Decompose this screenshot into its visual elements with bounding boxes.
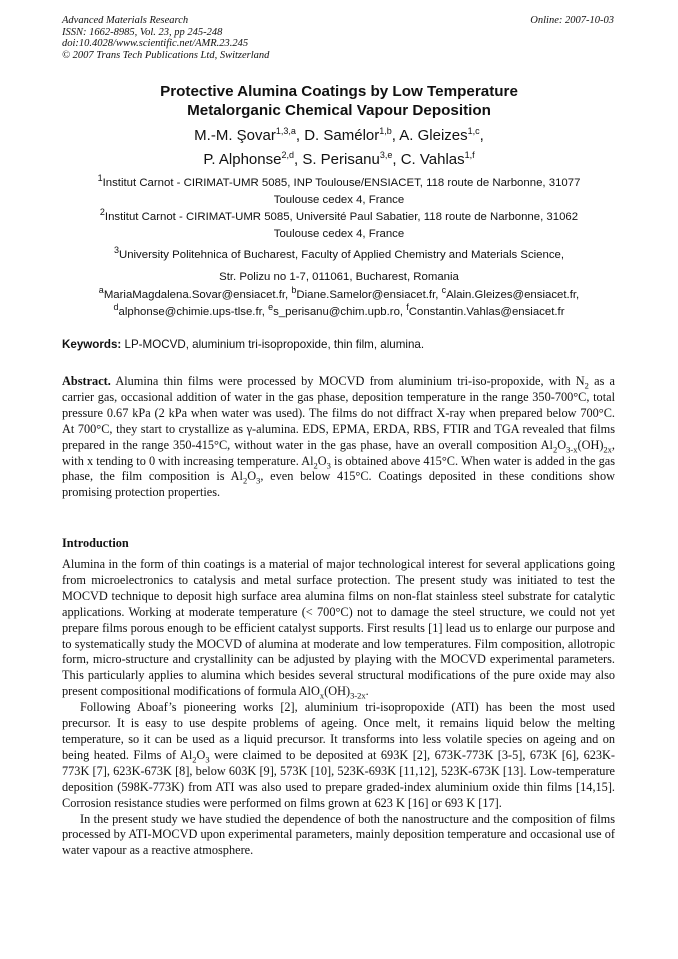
author-name: , A. Gleizes [391,127,468,144]
abstract-text: , even below 415°C. Coatings deposited in these conditions show promising protection properties. [62,469,615,500]
subscript: 2 [242,475,248,486]
author-line-2 [0,148,678,172]
email-link: Constantin.Vahlas@ensiacet.fr [408,305,565,318]
author-name: , D. Samélor [295,127,380,144]
paragraph-text: O [196,747,206,762]
subscript: 3 [256,475,261,486]
author-sup: 3,e [379,150,393,160]
affiliation-sup: 3 [113,245,119,256]
author-sup: 1,c [467,126,480,136]
author-name: P. Alphonse [203,151,282,168]
email-link: alphonse@chimie.ups-tlse.fr, [118,305,269,318]
subscript: 2x [603,444,612,455]
copyright: © 2007 Trans Tech Publications Ltd, Switzerland [62,49,270,61]
author-line-1 [0,124,678,148]
title-line-1: Protective Alumina Coatings by Low Temperature [160,83,518,100]
affiliation-1 [0,175,678,208]
subscript: 3-x [566,444,578,455]
affiliation-text: Toulouse cedex 4, France [273,193,405,206]
paragraph [62,557,615,700]
author-sup: 1,f [464,150,475,160]
subscript: 2 [552,444,558,455]
author-list [0,124,678,172]
affiliation-sup: 1 [97,173,103,184]
abstract-text: as a carrier gas, occasional addition of water in the gas phase, deposition temperature in the range 350-700°C, total pressure 0.67 kPa (2 kPa when water was used). The films do not diffract X-ray when prepared below 700°C. At 700°C, they start to crystallize as γ-alumina. EDS, EPMA, ERDA, RBS, FTIR and TGA revealed that films prepared in the range 350-415°C, without water in the gas phase, have an overall composition Al [62,374,616,452]
subscript: 3 [205,754,210,765]
abstract-text: O [317,453,327,468]
online-date: Online: 2007-10-03 [530,15,614,26]
subscript: 3 [326,459,331,470]
author-sup: 2,d [281,150,294,160]
affiliation-text: Institut Carnot - CIRIMAT-UMR 5085, INP Toulouse/ENSIACET, 118 route de Narbonne, 31077 [102,177,581,189]
journal-name: Advanced Materials Research [62,15,189,26]
title-line-2: Metalorganic Chemical Vapour Deposition [187,102,491,119]
abstract-label: Abstract. [62,374,111,388]
keywords [62,338,622,352]
author-name: , S. Perisanu [293,151,380,168]
author-sup: 1,3,a [275,126,296,136]
email-sup: c [441,285,447,296]
subscript: 2 [584,380,589,391]
paper-title [0,82,678,120]
paragraph-text: Following Aboaf’s pioneering works [2], aluminium tri-isopropoxide (ATI) has been the most used precursor. It is easy to use despite problems of ageing. Once melt, it remains liquid below the melting temperature, so it can be used as a liquid precursor. It transforms into less volatile species on ageing and on being heated. Films of Al [62,700,615,762]
keywords-text: LP-MOCVD, aluminium tri-isopropoxide, thin film, alumina. [121,338,425,351]
section-heading: Introduction [62,536,129,550]
abstract [62,374,615,501]
affiliation-text: University Politehnica of Bucharest, Faculty of Applied Chemistry and Materials Science, [118,249,565,261]
abstract-text: , with x tending to 0 with increasing temperature. Al [62,437,615,468]
email-sup: d [113,301,119,312]
author-sup: 1,b [379,126,392,136]
affiliation-text: Institut Carnot - CIRIMAT-UMR 5085, Université Paul Sabatier, 118 route de Narbonne, 31062 [104,211,579,223]
paragraph-text: were claimed to be deposited at 693K [2], 673K-773K [3-5], 673K [6], 623K-773K [7], 623K-673K [8], below 603K [9], 573K [10], 523K-693K [11,12], 523K-673K [13]. Low-temperature deposition (598K-773K) from ATI was also used to prepare graded-index aluminium oxide thin films [14,15]. Corrosion resistance studies were performed on films grown at 623 K [16] or 693 K [17]. [62,747,616,810]
email-sup: b [291,285,297,296]
affiliation-sup: 2 [99,207,105,218]
abstract-text: (OH) [577,437,604,452]
email-sup: a [98,285,104,296]
subscript: 3-2x [350,690,366,701]
abstract-text: Alumina thin films were processed by MOCVD from aluminium tri-iso-propoxide, with N [110,374,585,388]
subscript: x [319,690,325,701]
email-sup: f [406,301,409,312]
email-link: s_perisanu@chim.upb.ro, [273,305,407,318]
doi: doi:10.4028/www.scientific.net/AMR.23.245 [62,38,249,50]
affiliation-3 [0,244,678,288]
abstract-text: O [557,437,567,452]
affiliation-text: Str. Polizu no 1-7, 011061, Bucharest, Romania [219,271,459,283]
email-sup: e [268,301,274,312]
email-link: Diane.Samelor@ensiacet.fr, [296,289,442,301]
keywords-label: Keywords: [62,338,122,351]
affiliation-2 [0,209,678,242]
paragraph-text: Alumina in the form of thin coatings is a material of major technological interest for several applications going from microelectronics to catalysis and metal surface protection. The present study was initiated to test the MOCVD technique to deposit high surface area alumina films on non-flat stainless steel substrate for catalytic applications. Working at moderate temperature (< 700°C) not to damage the steel structure, we could not yet prepare films porous enough to be efficient catalyst supports. First results [1] lead us to enlarge our purpose and to systematically study the MOCVD of alumina at moderate and low temperatures. Film composition, allotropic form, micro-structure and crystallinity can be adjusted by playing with the MOCVD experimental parameters. This particularly applies to alumina which besides several structural modifications of the pure oxide may also present compositional modifications of formula AlO [62,557,615,699]
affiliation-text: Toulouse cedex 4, France [273,227,405,240]
subscript: 2 [313,459,318,470]
paragraph-text: . [365,684,369,699]
subscript: 2 [192,754,197,765]
author-sep: , [479,127,484,144]
email-list [0,287,678,320]
paragraph-text: (OH) [324,684,351,699]
author-name: M.-M. Şovar [194,127,276,144]
email-link: Alain.Gleizes@ensiacet.fr, [446,289,580,301]
email-link: MariaMagdalena.Sovar@ensiacet.fr, [103,289,292,301]
introduction-body [62,557,615,859]
abstract-text: is obtained above 415°C. When water is added in the gas phase, the film composition is Al [62,453,615,484]
journal-header [62,15,269,61]
paragraph: In the present study we have studied the dependence of both the nanostructure and the composition of films processed by ATI-MOCVD upon experimental parameters, mainly deposition temperature and occasional use of water vapour as a reactive atmosphere. [62,811,615,858]
paragraph [62,700,615,811]
author-name: , C. Vahlas [392,151,465,168]
issn: ISSN: 1662-8985, Vol. 23, pp 245-248 [62,26,223,38]
abstract-text: O [247,469,257,484]
